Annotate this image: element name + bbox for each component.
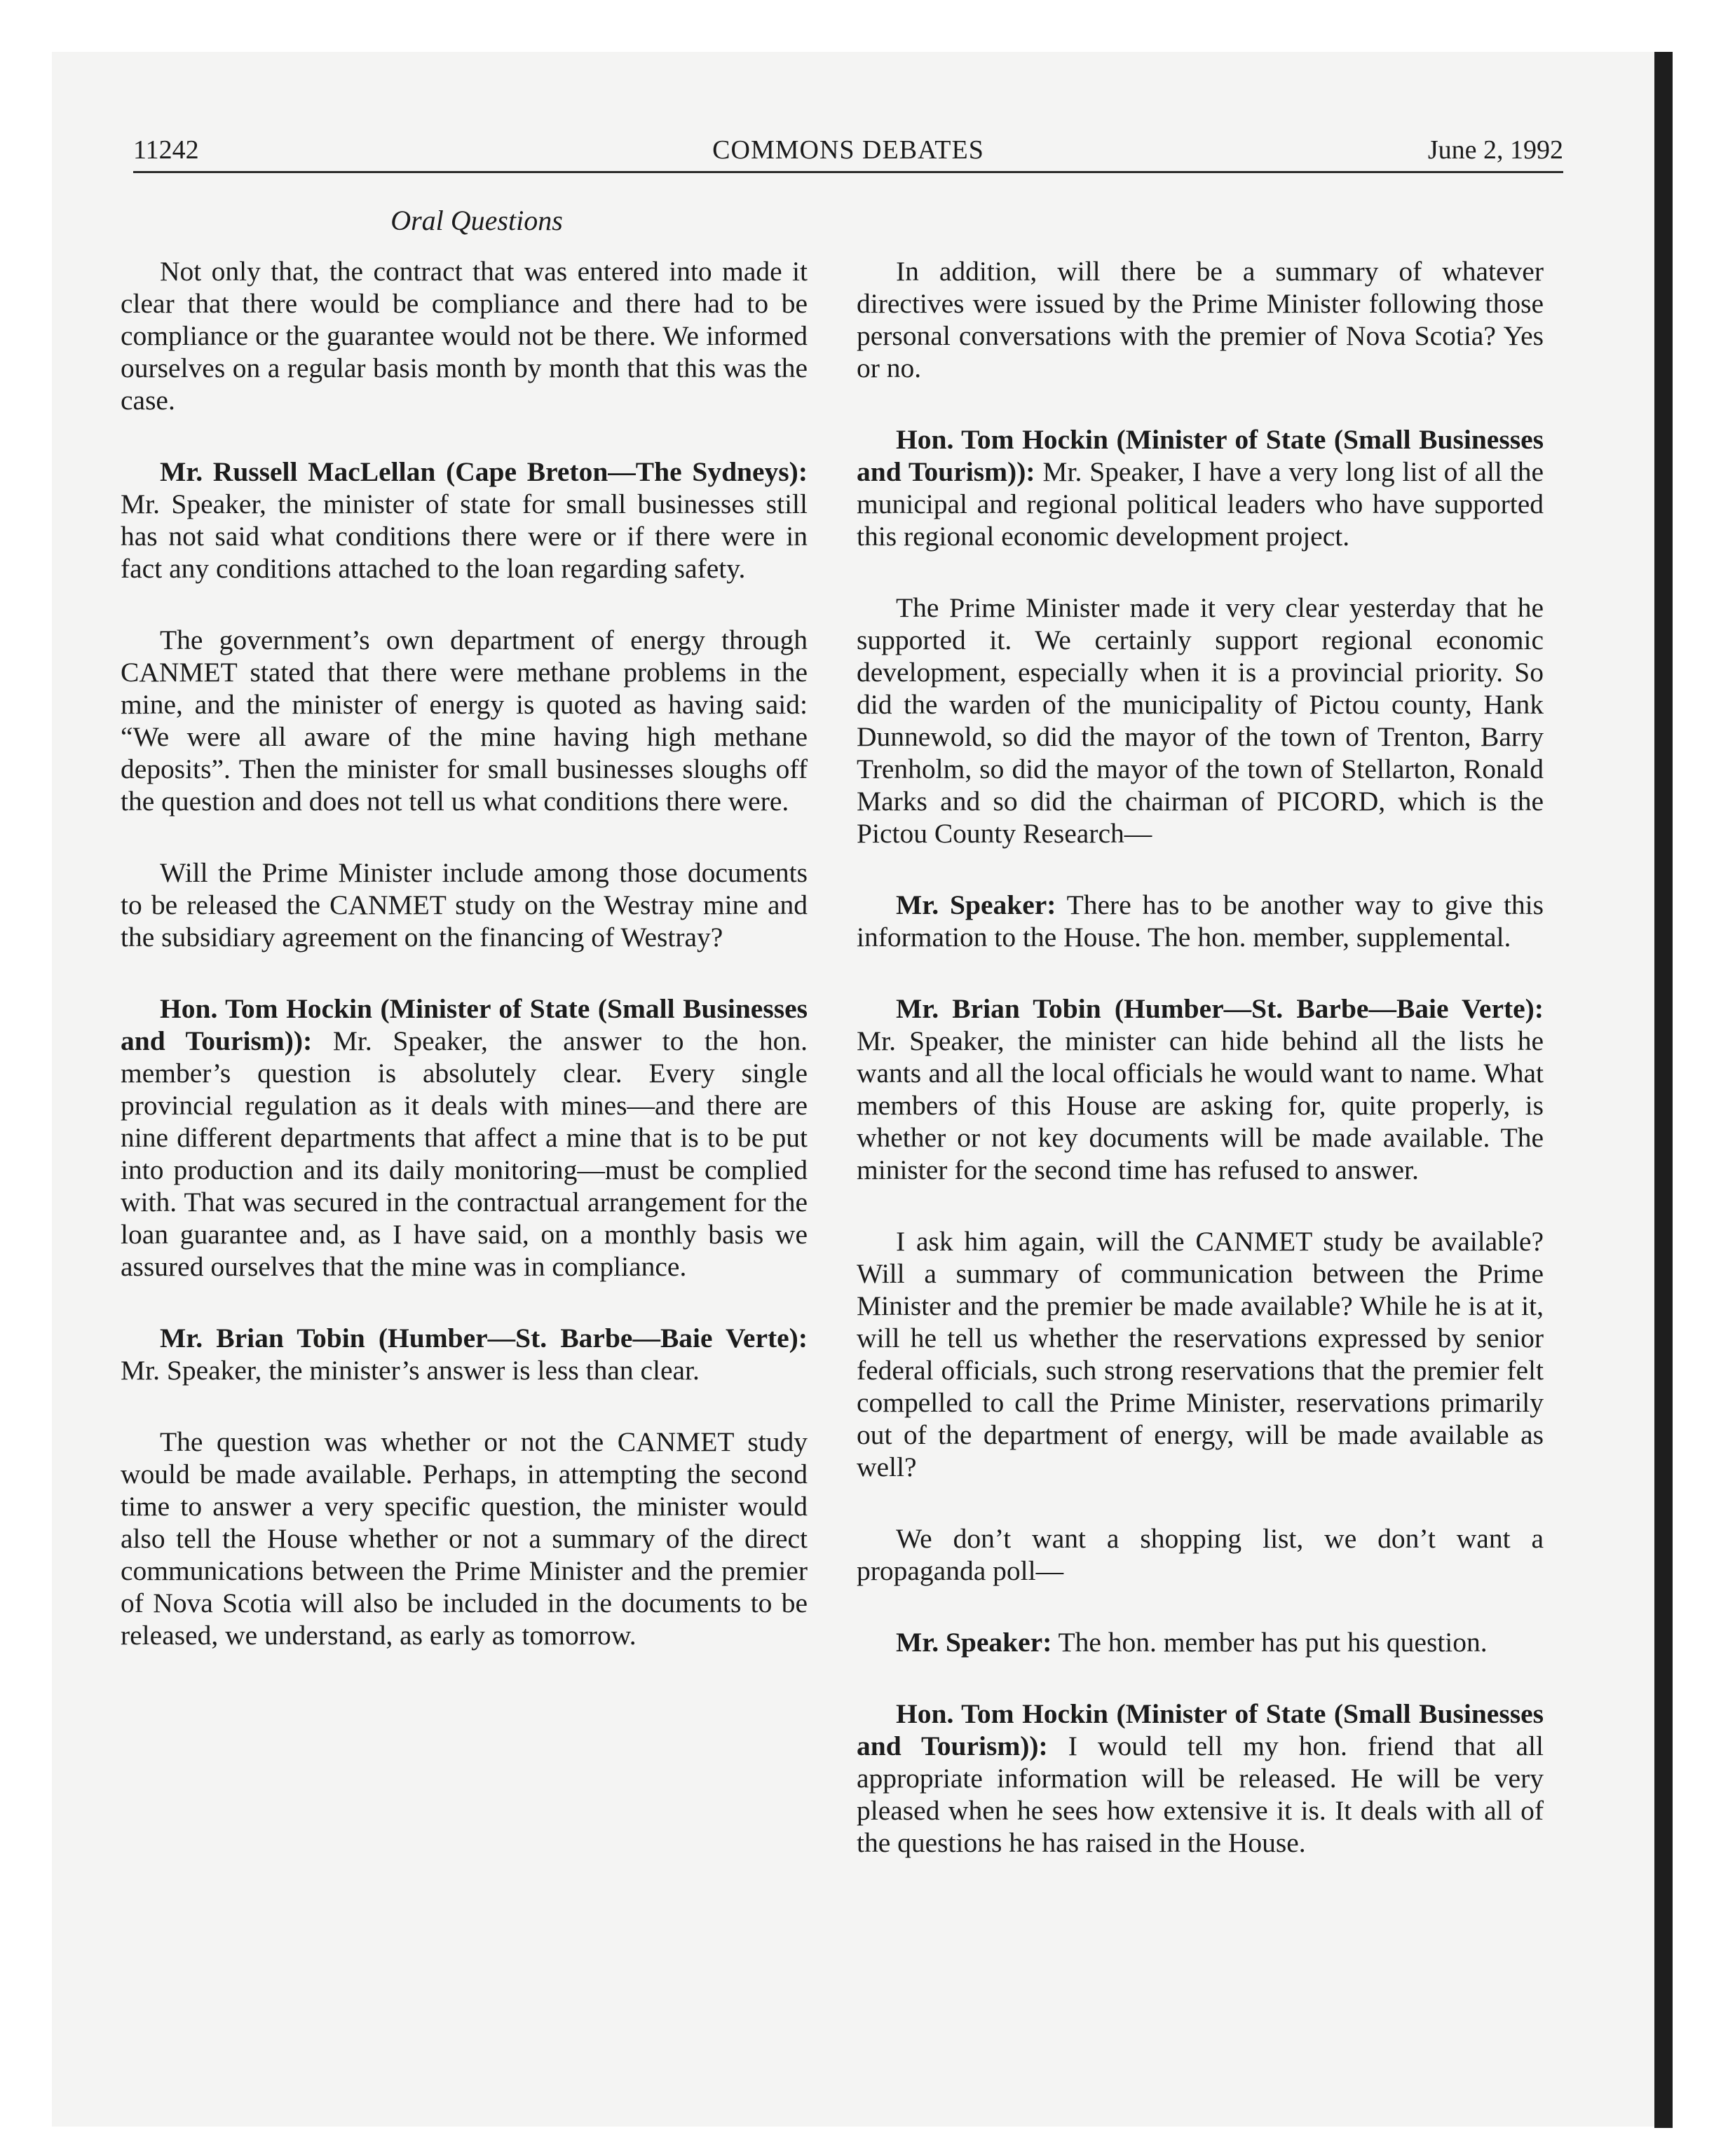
paragraph-text: There has to be another way to give this information to the House. The hon. member, supplemental. <box>857 889 1544 953</box>
paragraph-text: Mr. Speaker, the minister of state for small businesses still has not said what conditions there were or if there were in fact any conditions attached to the loan regarding safety. <box>121 489 808 584</box>
paragraph-text: Mr. Speaker, the answer to the hon. member’s question is absolutely clear. Every single provincial regulation as it deals with mines—and there are nine different departments that affect a mine that is to be put into production and its daily monitoring—must be complied with. That was secured in the contractual arrangement for the loan guarantee and, as I have said, on a monthly basis we assured ourselves that the mine was in compliance. <box>121 1025 808 1282</box>
paragraph <box>121 857 808 953</box>
speaker-name: Mr. Speaker: <box>896 889 1056 920</box>
paragraph <box>857 1626 1544 1658</box>
speaker-name: Mr. Brian Tobin (Humber—St. Barbe—Baie Verte): <box>896 993 1544 1024</box>
paragraph <box>857 1522 1544 1587</box>
speaker-name: Mr. Russell MacLellan (Cape Breton—The Sydneys): <box>160 456 808 487</box>
header-rule <box>133 171 1563 173</box>
paragraph-text: Will the Prime Minister include among those documents to be released the CANMET study on the Westray mine and the subsidiary agreement on the financing of Westray? <box>121 857 808 953</box>
paragraph-text: The Prime Minister made it very clear yesterday that he supported it. We certainly support regional economic development, especially when it is a provincial priority. So did the warden of the municipality of Pictou county, Hank Dunnewold, so did the mayor of the town of Trenton, Barry Trenholm, so did the mayor of the town of Stellarton, Ronald Marks and so did the chairman of PICORD, which is the Pictou County Research— <box>857 592 1544 849</box>
paragraph <box>857 1225 1544 1483</box>
paragraph <box>857 255 1544 384</box>
paragraph <box>121 992 808 1283</box>
paragraph-text: I would tell my hon. friend that all appropriate information will be released. He will be very pleased when he sees how extensive it is. It deals with all of the questions he has raised in the House. <box>857 1731 1544 1858</box>
page-header <box>133 132 1563 174</box>
section-title: Oral Questions <box>390 205 563 236</box>
paragraph-text: The hon. member has put his question. <box>1052 1627 1488 1658</box>
paragraph <box>857 889 1544 953</box>
paragraph-text: Not only that, the contract that was entered into made it clear that there would be compliance and there had to be compliance or the guarantee would not be there. We informed ourselves on a regular basis month by month that this was the case. <box>121 256 808 416</box>
page-number: 11242 <box>133 135 199 165</box>
speaker-name: Mr. Brian Tobin (Humber—St. Barbe—Baie Verte): <box>160 1323 808 1353</box>
paragraph-text: Mr. Speaker, the minister can hide behind all the lists he wants and all the local officials he would want to name. What members of this House are asking for, quite properly, is whether or not key documents will be made available. The minister for the second time has refused to answer. <box>857 1025 1544 1185</box>
paragraph <box>857 1698 1544 1859</box>
right-column <box>857 255 1544 1898</box>
paragraph-text: The government’s own department of energy through CANMET stated that there were methane problems in the mine, and the minister of energy is quoted as having said: “We were all aware of the mine having high methane deposits”. Then the minister for small businesses sloughs off the question and does not tell us what conditions there were. <box>121 625 808 817</box>
paragraph <box>121 255 808 416</box>
speaker-name: Hon. Tom Hockin (Minister of State (Small Businesses and Tourism)): <box>857 424 1544 487</box>
paragraph-text: Mr. Speaker, I have a very long list of all the municipal and regional political leaders who have supported this regional economic development project. <box>857 456 1544 552</box>
page-date: June 2, 1992 <box>1427 135 1563 165</box>
speaker-name: Mr. Speaker: <box>896 1627 1052 1658</box>
scan-edge-bar <box>1654 52 1673 2128</box>
paragraph-text: We don’t want a shopping list, we don’t want a propaganda poll— <box>857 1523 1544 1586</box>
paragraph-text: In addition, will there be a summary of whatever directives were issued by the Prime Minister following those personal conversations with the premier of Nova Scotia? Yes or no. <box>857 256 1544 383</box>
paragraph <box>121 1426 808 1651</box>
paragraph-text: The question was whether or not the CANMET study would be made available. Perhaps, in attempting the second time to answer a very specific question, the minister would also tell the House whether or not a summary of the direct communications between the Prime Minister and the premier of Nova Scotia will also be included in the documents to be released, we understand, as early as tomorrow. <box>121 1426 808 1651</box>
paragraph <box>121 624 808 817</box>
paragraph-text: I ask him again, will the CANMET study be available? Will a summary of communication between the Prime Minister and the premier be made available? While he is at it, will he tell us whether the reservations expressed by senior federal officials, such strong reservations that the premier felt compelled to call the Prime Minister, reservations primarily out of the department of energy, will be made available as well? <box>857 1226 1544 1482</box>
paragraph <box>857 992 1544 1186</box>
paragraph <box>857 423 1544 552</box>
paragraph <box>121 1322 808 1386</box>
speaker-name: Hon. Tom Hockin (Minister of State (Small Businesses and Tourism)): <box>121 993 808 1056</box>
speaker-name: Hon. Tom Hockin (Minister of State (Small Businesses and Tourism)): <box>857 1698 1544 1761</box>
paragraph <box>121 456 808 585</box>
paragraph <box>857 592 1544 850</box>
left-column <box>121 255 808 1691</box>
paragraph-text: Mr. Speaker, the minister’s answer is less than clear. <box>121 1355 700 1386</box>
journal-title: COMMONS DEBATES <box>712 135 984 165</box>
